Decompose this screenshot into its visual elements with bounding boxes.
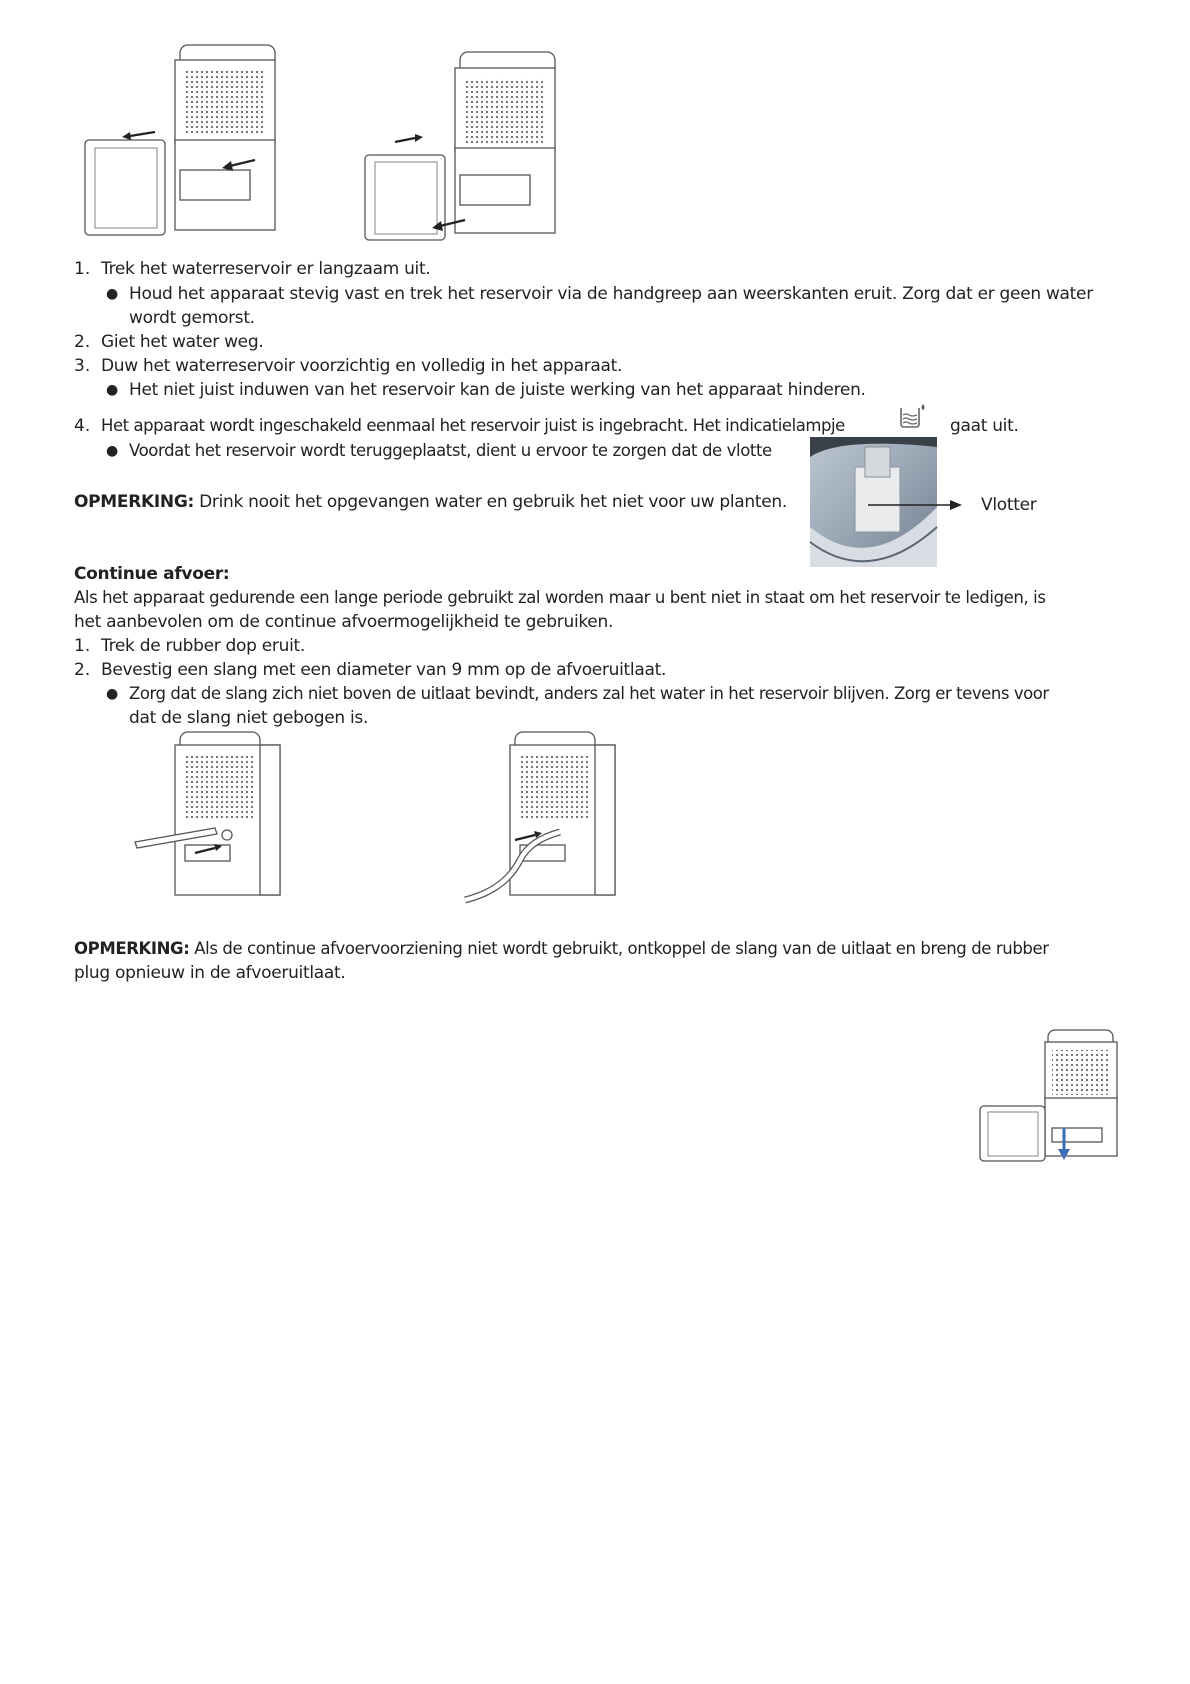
step-text: Duw het waterreservoir voorzichtig en volledig in het apparaat. <box>101 356 623 376</box>
bullet-text: Zorg dat de slang zich niet boven de uitlaat bevindt, anders zal het water in het reservoir blijven. Zorg er tevens voor <box>129 684 1049 703</box>
note-2-cont: plug opnieuw in de afvoeruitlaat. <box>74 963 346 983</box>
water-tank-indicator-icon <box>897 402 927 430</box>
bullet-icon: ● <box>106 286 119 302</box>
note-2 <box>74 937 1049 961</box>
step-text: Giet het water weg. <box>101 332 264 352</box>
illustration-remove-reservoir-2 <box>365 50 575 245</box>
section-heading: Continue afvoer: <box>74 564 230 584</box>
float-label: Vlotter <box>981 495 1037 515</box>
step-number: 4. <box>74 416 91 436</box>
step-text: Bevestig een slang met een diameter van 9 mm op de afvoeruitlaat. <box>101 660 667 680</box>
step-number: 2. <box>74 332 91 352</box>
step-text: Trek het waterreservoir er langzaam uit. <box>101 259 431 279</box>
note-text: Drink nooit het opgevangen water en gebruik het niet voor uw planten. <box>194 492 787 512</box>
drain-intro-cont: het aanbevolen om de continue afvoermogelijkheid te gebruiken. <box>74 612 614 632</box>
bullet-text-cont: dat de slang niet gebogen is. <box>129 708 369 728</box>
note-label: OPMERKING: <box>74 939 190 958</box>
float-arrow-icon <box>868 498 963 512</box>
bullet-text: Voordat het reservoir wordt teruggeplaatst, dient u ervoor te zorgen dat de vlotte <box>129 441 772 460</box>
step-number: 1. <box>74 636 91 656</box>
note-text: Als de continue afvoervoorziening niet wordt gebruikt, ontkoppel de slang van de uitlaat en breng de rubber <box>189 939 1049 958</box>
bullet-icon: ● <box>106 686 119 702</box>
note-label: OPMERKING: <box>74 492 195 512</box>
bullet-text: Houd het apparaat stevig vast en trek het reservoir via de handgreep aan weerskanten eruit. Zorg dat er geen water <box>129 284 1093 304</box>
illustration-drain-hose-curved <box>460 730 625 905</box>
step-number: 1. <box>74 259 91 279</box>
illustration-remove-reservoir-1 <box>85 40 295 240</box>
step-number: 3. <box>74 356 91 376</box>
drain-intro: Als het apparaat gedurende een lange periode gebruikt zal worden maar u bent niet in staat om het reservoir te ledigen, is <box>74 588 1046 607</box>
step-number: 2. <box>74 660 91 680</box>
bullet-text: Het niet juist induwen van het reservoir kan de juiste werking van het apparaat hinderen. <box>129 380 866 400</box>
bullet-text-cont: wordt gemorst. <box>129 308 255 328</box>
step-text-end: gaat uit. <box>950 416 1019 436</box>
step-text: Het apparaat wordt ingeschakeld eenmaal het reservoir juist is ingebracht. Het indicatielampje <box>101 416 845 435</box>
step-text: Trek de rubber dop eruit. <box>101 636 305 656</box>
bullet-icon: ● <box>106 443 119 459</box>
bullet-icon: ● <box>106 382 119 398</box>
illustration-reservoir-blue-arrow <box>980 1028 1125 1163</box>
illustration-drain-hose-straight <box>135 730 295 905</box>
note-1 <box>74 490 787 514</box>
